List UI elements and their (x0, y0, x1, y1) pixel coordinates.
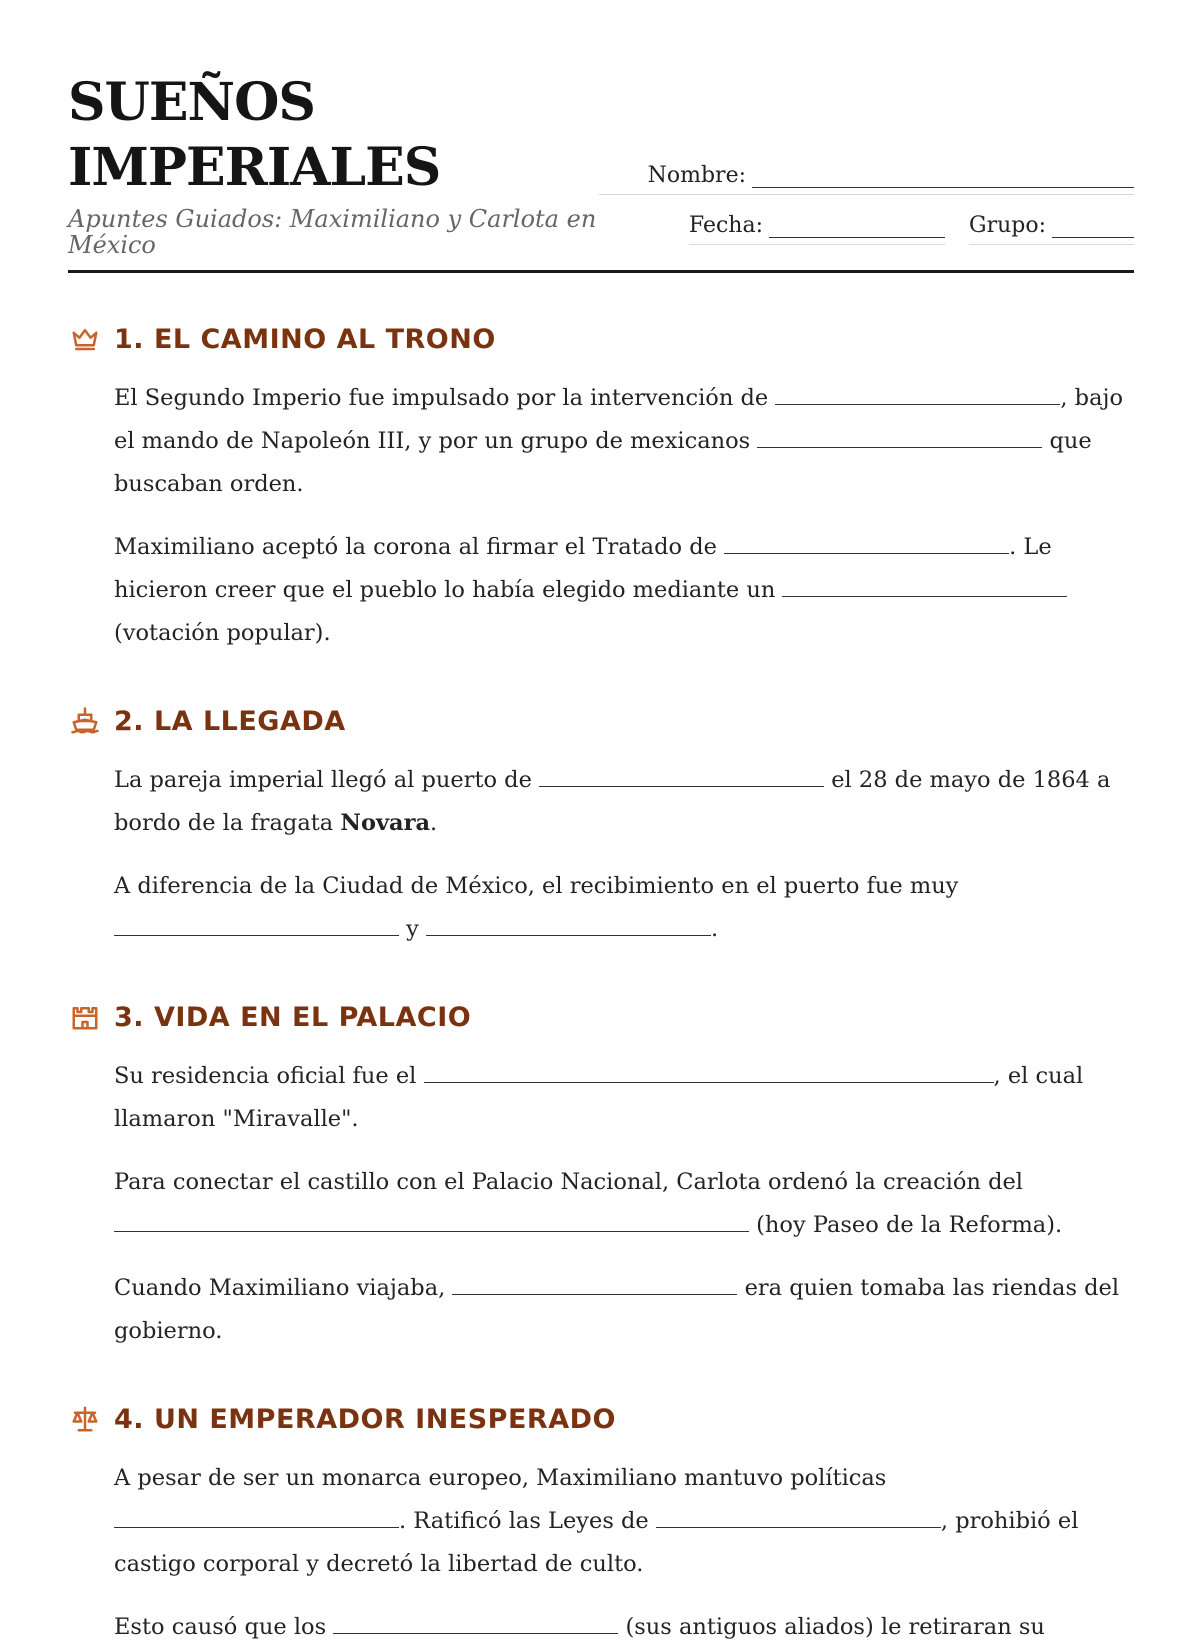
castle-icon (68, 1000, 102, 1034)
text: . Ratificó las Leyes de (399, 1508, 649, 1534)
answer-blank[interactable] (333, 1607, 618, 1634)
text: Cuando Maximiliano viajaba, (114, 1275, 446, 1301)
worksheet-header (68, 70, 1134, 273)
answer-blank[interactable] (114, 1205, 749, 1232)
section-heading (68, 1401, 1134, 1437)
text: , prohibió el castigo corporal y decretó la libertad de culto. (114, 1508, 1079, 1577)
title-line-2: IMPERIALES (68, 137, 441, 198)
text: , el cual llamaron "Miravalle". (114, 1063, 1084, 1132)
paragraph (114, 865, 1124, 951)
text: Su residencia oficial fue el (114, 1063, 417, 1089)
answer-blank[interactable] (775, 378, 1060, 405)
answer-blank[interactable] (724, 527, 1009, 554)
paragraph (114, 1606, 1124, 1649)
answer-blank[interactable] (424, 1056, 994, 1083)
text: . (711, 916, 719, 942)
worksheet-page (68, 70, 1134, 1649)
paragraph (114, 1457, 1124, 1586)
text: , bajo el mando de Napoleón III, y por un grupo de mexicanos (114, 385, 1124, 454)
group-cell (969, 213, 1134, 245)
paragraph (114, 1161, 1124, 1247)
name-field-row (599, 154, 1134, 195)
section-title: 2. LA LLEGADA (114, 705, 346, 737)
text: y (406, 916, 419, 942)
text: . (430, 810, 438, 836)
answer-blank[interactable] (114, 909, 399, 936)
text: Maximiliano aceptó la corona al firmar el Tratado de (114, 534, 717, 560)
section-la-llegada (68, 703, 1134, 951)
answer-blank[interactable] (426, 909, 711, 936)
section-heading (68, 321, 1134, 357)
section-title: 3. VIDA EN EL PALACIO (114, 1001, 472, 1033)
section-camino-al-trono (68, 321, 1134, 655)
name-label: Nombre: (647, 163, 746, 188)
text: (hoy Paseo de la Reforma). (756, 1212, 1063, 1238)
paragraph (114, 526, 1124, 655)
section-vida-en-el-palacio (68, 999, 1134, 1353)
paragraph (114, 377, 1124, 506)
answer-blank[interactable] (757, 421, 1042, 448)
section-title: 4. UN EMPERADOR INESPERADO (114, 1403, 616, 1435)
student-fields (599, 154, 1134, 245)
text: . Le hicieron creer que el pueblo lo había elegido mediante un (114, 534, 1052, 603)
text: La pareja imperial llegó al puerto de (114, 767, 532, 793)
ship-name: Novara (340, 810, 431, 836)
text: (sus antiguos aliados) le retiraran su (625, 1614, 1045, 1640)
section-title: 1. EL CAMINO AL TRONO (114, 323, 496, 355)
text: Esto causó que los (114, 1614, 327, 1640)
section-heading (68, 703, 1134, 739)
section-emperador-inesperado (68, 1401, 1134, 1649)
text: A diferencia de la Ciudad de México, el recibimiento en el puerto fue muy (114, 873, 959, 899)
text: era quien tomaba las riendas del gobierno. (114, 1275, 1120, 1344)
answer-blank[interactable] (452, 1268, 737, 1295)
answer-blank[interactable] (656, 1501, 941, 1528)
paragraph (114, 1055, 1124, 1141)
date-field[interactable] (769, 215, 945, 238)
name-field[interactable] (752, 165, 1134, 188)
text: A pesar de ser un monarca europeo, Maximiliano mantuvo políticas (114, 1465, 887, 1491)
section-heading (68, 999, 1134, 1035)
paragraph (114, 759, 1124, 845)
date-label: Fecha: (688, 213, 763, 238)
text: que buscaban orden. (114, 428, 1092, 497)
crown-icon (68, 322, 102, 356)
text: el 28 de mayo de 1864 a bordo de la fragata (114, 767, 1111, 836)
page-subtitle: Apuntes Guiados: Maximiliano y Carlota en México (68, 205, 597, 259)
text: (votación popular). (114, 620, 331, 646)
answer-blank[interactable] (782, 570, 1067, 597)
title-line-1: SUEÑOS (68, 72, 315, 133)
paragraph (114, 1267, 1124, 1353)
group-field[interactable] (1052, 215, 1134, 238)
answer-blank[interactable] (114, 1501, 399, 1528)
scales-icon (68, 1402, 102, 1436)
date-group-row (599, 213, 1134, 245)
ship-icon (68, 704, 102, 738)
date-cell (689, 213, 945, 245)
answer-blank[interactable] (539, 760, 824, 787)
text: Para conectar el castillo con el Palacio Nacional, Carlota ordenó la creación del (114, 1169, 1023, 1195)
group-label: Grupo: (969, 213, 1046, 238)
text: El Segundo Imperio fue impulsado por la intervención de (114, 385, 769, 411)
